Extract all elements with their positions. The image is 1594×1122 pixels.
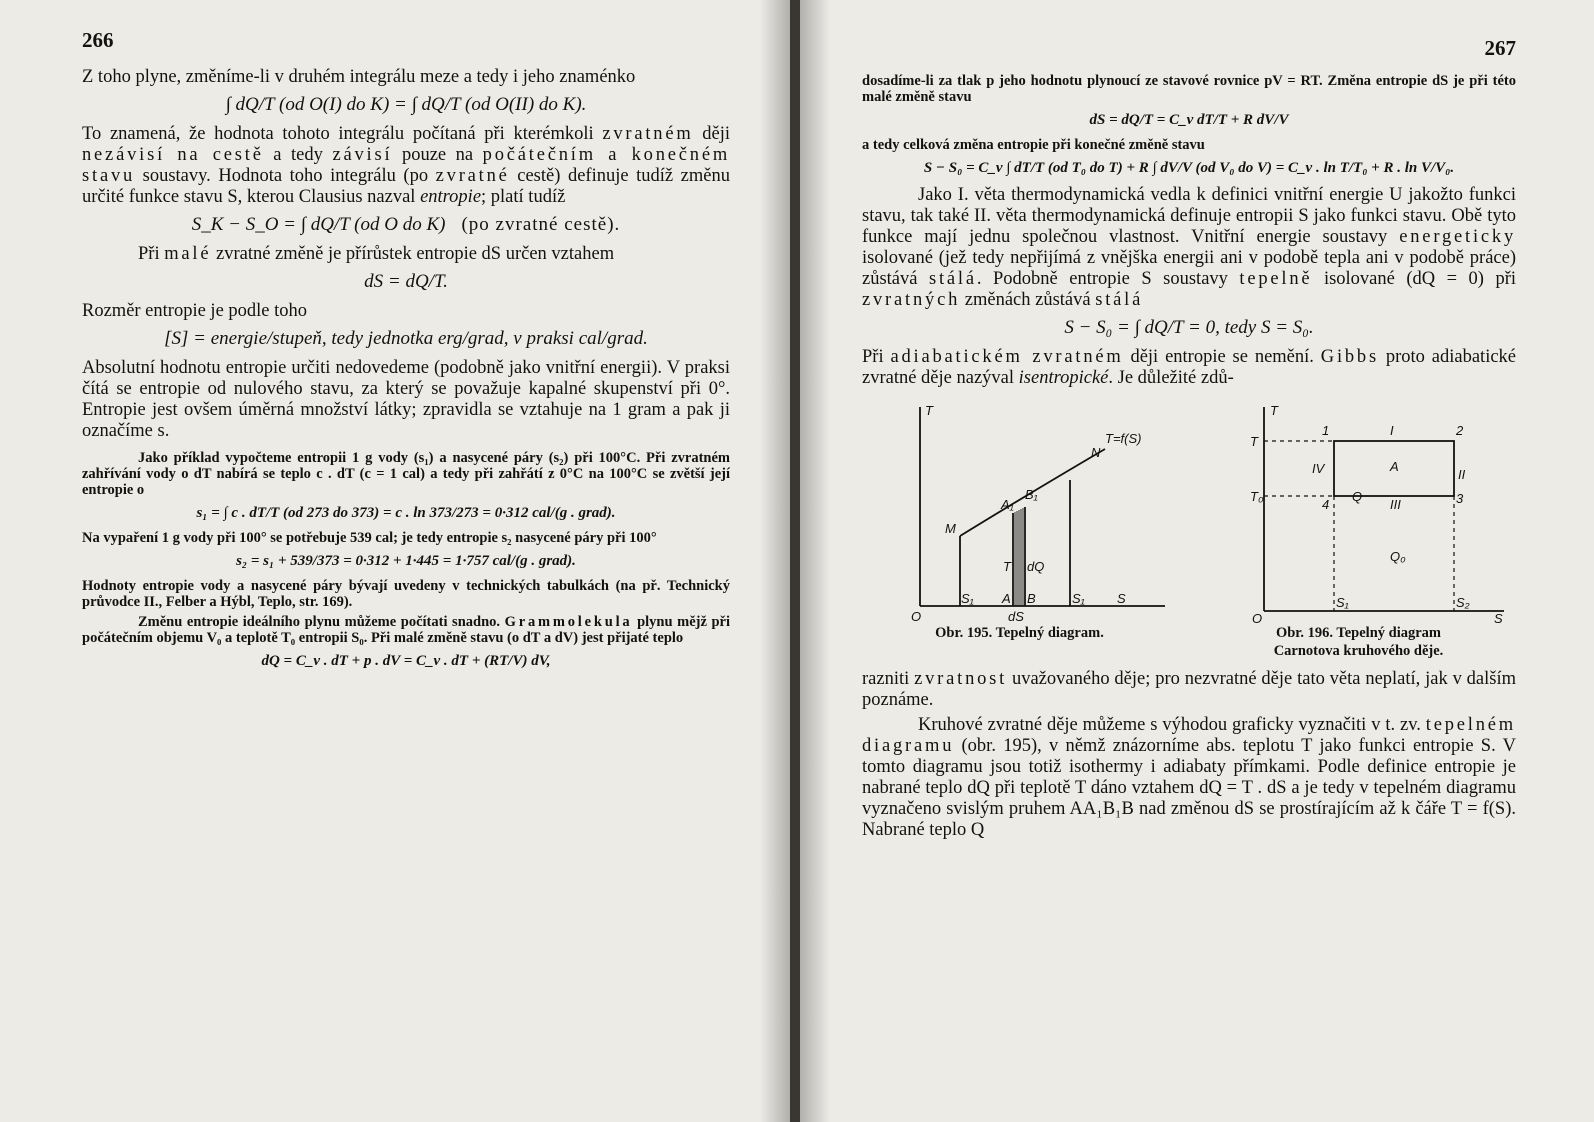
small-paragraph: Na vypaření 1 g vody při 100° se potřebuje 539 cal; je tedy entropie s₂ nasycené páry při 100°: [82, 530, 657, 546]
tepelny-diagram: [865, 401, 1175, 623]
label: T: [1002, 559, 1011, 574]
equation: dQ = C_v . dT + p . dV = C_v . dT + (RT/V) dV,: [261, 653, 551, 669]
gutter-shadow: [760, 0, 790, 1122]
label: A: [1389, 459, 1399, 474]
label: 2: [1455, 423, 1463, 438]
equation: dS = dQ/T.: [364, 271, 448, 292]
small-paragraph: Hodnoty entropie vody a nasycené páry bývají uvedeny v technických tabulkách (na př. Technický průvodce II., Felber a Hýbl, Teplo, str. 169).: [82, 578, 730, 610]
label: S₂: [1455, 595, 1470, 610]
label: S: [1116, 591, 1126, 606]
figure-caption: Carnotova kruhového děje.: [1273, 643, 1444, 659]
carnot-diagram: [1204, 401, 1514, 623]
label: IV: [1311, 461, 1324, 476]
label: Q₀: [1389, 549, 1406, 564]
page-number-left: 266: [82, 28, 114, 52]
label: B: [1026, 591, 1036, 606]
label: T₀: [1249, 489, 1263, 504]
label: B₁: [1024, 487, 1038, 502]
equation: S − S₀ = ∫ dQ/T = 0, tedy S = S₀.: [1064, 317, 1314, 338]
paragraph: razniti zvratnost uvažovaného děje; pro nezvratné děje tato věta neplatí, jak v dalším poznáme.: [862, 669, 1516, 710]
label: A: [1001, 591, 1011, 606]
label: 1: [1321, 423, 1329, 438]
small-paragraph: a tedy celková změna entropie při konečné změně stavu: [862, 137, 1205, 153]
label: II: [1457, 467, 1465, 482]
label: T: [1269, 403, 1278, 418]
gutter-shadow: [800, 0, 830, 1122]
label: O: [1251, 611, 1262, 623]
label: O: [910, 609, 921, 623]
equation: S_K − S_O = ∫ dQ/T (od O do K) (po zvratné cestě).: [191, 214, 621, 235]
label: dS: [1007, 609, 1024, 623]
equation: [S] = energie/stupeň, tedy jednotka erg/grad, v praksi cal/grad.: [164, 328, 648, 349]
label: 3: [1455, 491, 1463, 506]
left-page: [0, 0, 790, 1122]
small-paragraph: dosadíme-li za tlak p jeho hodnotu plynoucí ze stavové rovnice pV = RT. Změna entropie dS je při této malé změně stavu: [862, 73, 1516, 105]
label: T: [924, 403, 933, 418]
label: dQ: [1026, 559, 1044, 574]
small-paragraph: Změnu entropie ideálního plynu můžeme počítati snadno. Grammolekula plynu mějž při počátečním objemu V₀ a teplotě T₀ entropii S₀. Při malé změně stavu (o dT a dV) jest přijaté teplo: [82, 614, 731, 646]
label: III: [1389, 497, 1401, 512]
equation: s₂ = s₁ + 539/373 = 0·312 + 1·445 = 1·757 cal/(g . grad).: [236, 553, 576, 569]
label: S₁: [1071, 591, 1085, 606]
label: A₁: [1000, 497, 1014, 512]
label: T=f(S): [1104, 431, 1141, 446]
label: S₁: [1335, 595, 1349, 610]
paragraph: To znamená, že hodnota tohoto integrálu počítaná při kterémkoli zvratném ději nezávisí na cestě a tedy závisí pouze na počátečním a konečném stavu soustavy. Hodnota toho integrálu (po zvratné cestě) definuje tudíž změnu určité funkce stavu S, kterou Clausius nazval entropie; platí tudíž: [82, 124, 731, 207]
small-paragraph: Jako příklad vypočteme entropii 1 g vody (s₁) a nasycené páry (s₂) při 100°C. Při zvratném zahřívání vody o dT nabírá se teplo c . dT (c = 1 cal) a tedy při zahřátí z 0°C na 100°C se zvětší její entropie o: [82, 450, 730, 498]
paragraph: Jako I. věta thermodynamická vedla k definici vnitřní energie U jakožto funkci stavu, tak také II. věta thermodynamická definuje entropii S jako funkci stavu. Obě tyto funkce mají jednu společnou vlastnost. Vnitřní energie soustavy energeticky isolované (jež tedy nepřijímá z vnějška energii ani v podobě tepla ani v podobě práce) zůstává stálá. Podobně entropie S soustavy tepelně isolované (dQ = 0) při zvratných změnách zůstává stálá: [862, 185, 1517, 310]
equation: s₁ = ∫ c . dT/T (od 273 do 373) = c . ln 373/273 = 0·312 cal/(g . grad).: [196, 505, 616, 521]
paragraph: Rozměr entropie je podle toho: [82, 301, 308, 321]
figure-caption: Obr. 195. Tepelný diagram.: [935, 625, 1104, 641]
equation: dS = dQ/T = C_v dT/T + R dV/V: [1089, 112, 1289, 128]
paragraph: Při adiabatickém zvratném ději entropie se nemění. Gibbs proto adiabatické zvratné děje nazýval isentropické. Je důležité zdů-: [862, 347, 1517, 388]
paragraph: Absolutní hodnotu entropie určiti nedovedeme (podobně jako vnitřní energii). V praksi čítá se entropie od nulového stavu, za který se považuje kapalné skupenství při 0°. Entropie jest ovšem úměrná množství látky; zpravidla se vztahuje na 1 gram a pak ji označíme s.: [82, 358, 730, 441]
label: 4: [1321, 497, 1329, 512]
label: T: [1249, 434, 1258, 449]
label: S: [1493, 611, 1503, 623]
label: Q: [1351, 489, 1362, 504]
figure-caption: Obr. 196. Tepelný diagram: [1275, 625, 1442, 641]
equation: ∫ dQ/T (od O(I) do K) = ∫ dQ/T (od O(II) do K).: [225, 94, 587, 115]
label: I: [1389, 423, 1394, 438]
figure-195: [862, 401, 1177, 659]
label: M: [944, 521, 956, 536]
page-number-right: 267: [1484, 36, 1516, 60]
label: S₁: [960, 591, 974, 606]
label: N: [1090, 445, 1100, 460]
figure-196: [1201, 401, 1516, 659]
figures-row: [862, 401, 1516, 659]
right-page: [800, 0, 1594, 1122]
paragraph: Kruhové zvratné děje můžeme s výhodou graficky vyznačiti v t. zv. tepelném diagramu (obr. 195), v němž znázorníme abs. teplotu T jako funkci entropie S. V tomto diagramu jsou totiž isothermy i adiabaty přímkami. Podle definice entropie je nabrané teplo dQ při teplotě T dáno vztahem dQ = T . dS a je tedy v tepelném diagramu vyznačeno svislým pruhem AA₁B₁B nad změnou dS se prostírajícím až k čáře T = f(S). Nabrané teplo Q: [862, 715, 1516, 840]
paragraph: Při malé zvratné změně je přírůstek entropie dS určen vztahem: [138, 244, 615, 264]
equation: S − S₀ = C_v ∫ dT/T (od T₀ do T) + R ∫ dV/V (od V₀ do V) = C_v . ln T/T₀ + R . ln V/V₀.: [923, 160, 1455, 176]
paragraph: Z toho plyne, změníme-li v druhém integrálu meze a tedy i jeho znaménko: [82, 67, 636, 87]
